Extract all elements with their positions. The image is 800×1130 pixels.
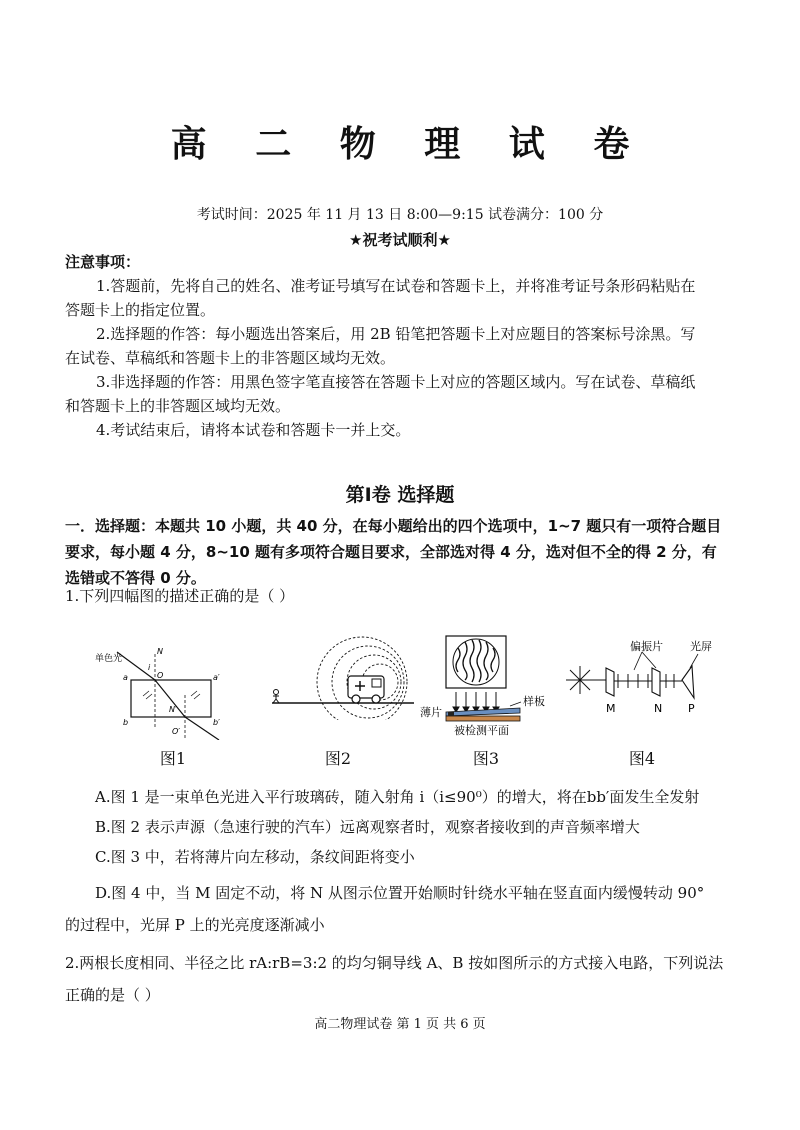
polarizer-M xyxy=(606,668,614,696)
figure-4 xyxy=(560,640,730,730)
fig3-label-plane: 被检测平面 xyxy=(454,724,509,737)
fig1-label-a2: a′ xyxy=(213,673,220,682)
section-intro-line: 要求，每小题 4 分，8~10 题有多项符合题目要求，全部选对得 4 分，选对但不全的得 2 分，有 xyxy=(65,543,717,561)
notice-line: 答题卡上的指定位置。 xyxy=(65,301,216,319)
q1-option-c: C.图 3 中，若将薄片向左移动，条纹间距将变小 xyxy=(95,848,415,866)
fig1-label-i: i xyxy=(148,663,151,672)
q1-option-d: D.图 4 中，当 M 固定不动，将 N 从图示位置开始顺时针绕水平轴在竖直面内缓慢转动 90° xyxy=(95,884,705,902)
section-intro-line: 一．选择题：本题共 10 小题，共 40 分，在每小题给出的四个选项中，1~7 题只有一项符合题目 xyxy=(65,517,722,535)
q2-stem-line2: 正确的是（ ） xyxy=(65,986,160,1004)
fig4-label-polarizer: 偏振片 xyxy=(630,640,663,653)
fig1-label-O2: O′ xyxy=(172,727,181,736)
fig4-label-M: M xyxy=(606,702,616,715)
q1-option-d-cont: 的过程中，光屏 P 上的光亮度逐渐减小 xyxy=(65,916,325,934)
fig4-label-screen: 光屏 xyxy=(690,640,712,653)
notice-line: 和答题卡上的非答题区域均无效。 xyxy=(65,397,291,415)
fig1-label-O: O xyxy=(157,671,164,680)
exam-title: 高 二 物 理 试 卷 xyxy=(170,124,648,165)
fig4-label-P: P xyxy=(688,702,695,715)
thin-sheet xyxy=(448,712,454,716)
unpolarized-light-icon xyxy=(566,666,594,694)
fig4-caption: 图4 xyxy=(628,749,656,768)
fig3-label-sample: 样板 xyxy=(523,695,545,708)
exam-wish: ★祝考试顺利★ xyxy=(349,231,451,249)
q1-option-a: A.图 1 是一束单色光进入平行玻璃砖，随入射角 i（i≤90⁰）的增大，将在bb′面发生全发射 xyxy=(95,788,700,806)
fig1-label-b: b xyxy=(123,718,129,727)
light-arrows xyxy=(453,692,499,712)
observer-icon xyxy=(273,690,279,704)
notice-line: 3.非选择题的作答：用黑色签字笔直接答在答题卡上对应的答题区域内。写在试卷、草稿纸 xyxy=(96,373,696,391)
figure-3 xyxy=(420,634,555,738)
screen-P xyxy=(682,666,694,698)
fig1-caption: 图1 xyxy=(159,749,187,768)
page-footer: 高二物理试卷 第 1 页 共 6 页 xyxy=(314,1017,486,1032)
figure-2 xyxy=(268,636,418,720)
fig1-label-N2: N′ xyxy=(169,705,177,714)
fig1-label-a: a xyxy=(123,673,128,682)
exam-info: 考试时间：2025 年 11 月 13 日 8:00—9:15 试卷满分：100 分 xyxy=(196,207,604,223)
section-title: 第Ⅰ卷 选择题 xyxy=(345,484,455,506)
q2-stem-line1: 2.两根长度相同、半径之比 rA:rB=3:2 的均匀铜导线 A、B 按如图所示的方式接入电路，下列说法 xyxy=(65,954,724,972)
fig4-label-N: N xyxy=(654,702,663,715)
fig3-caption: 图3 xyxy=(472,749,500,768)
test-plane xyxy=(446,716,520,721)
section-intro-line: 选错或不答得 0 分。 xyxy=(65,569,206,587)
notice-line: 1.答题前，先将自己的姓名、准考证号填写在试卷和答题卡上，并将准考证号条形码粘贴在 xyxy=(96,277,696,295)
fig1-label-light: 单色光 xyxy=(95,654,123,664)
fig1-label-N: N xyxy=(157,647,163,656)
q1-stem: 1.下列四幅图的描述正确的是（ ） xyxy=(65,587,295,605)
notice-line: 4.考试结束后，请将本试卷和答题卡一并上交。 xyxy=(96,421,411,439)
notice-heading: 注意事项： xyxy=(65,253,141,271)
fig3-label-thin: 薄片 xyxy=(420,706,442,719)
fig2-caption: 图2 xyxy=(324,749,352,768)
q1-option-b: B.图 2 表示声源（急速行驶的汽车）远离观察者时，观察者接收到的声音频率增大 xyxy=(95,818,640,836)
car-icon xyxy=(348,676,384,703)
polarizer-N xyxy=(652,668,660,696)
figure-1 xyxy=(95,640,245,740)
notice-line: 2.选择题的作答：每小题选出答案后，用 2B 铅笔把答题卡上对应题目的答案标号涂黑。写 xyxy=(96,325,696,343)
fig1-label-b2: b′ xyxy=(213,718,220,727)
notice-line: 在试卷、草稿纸和答题卡上的非答题区域均无效。 xyxy=(65,349,396,367)
